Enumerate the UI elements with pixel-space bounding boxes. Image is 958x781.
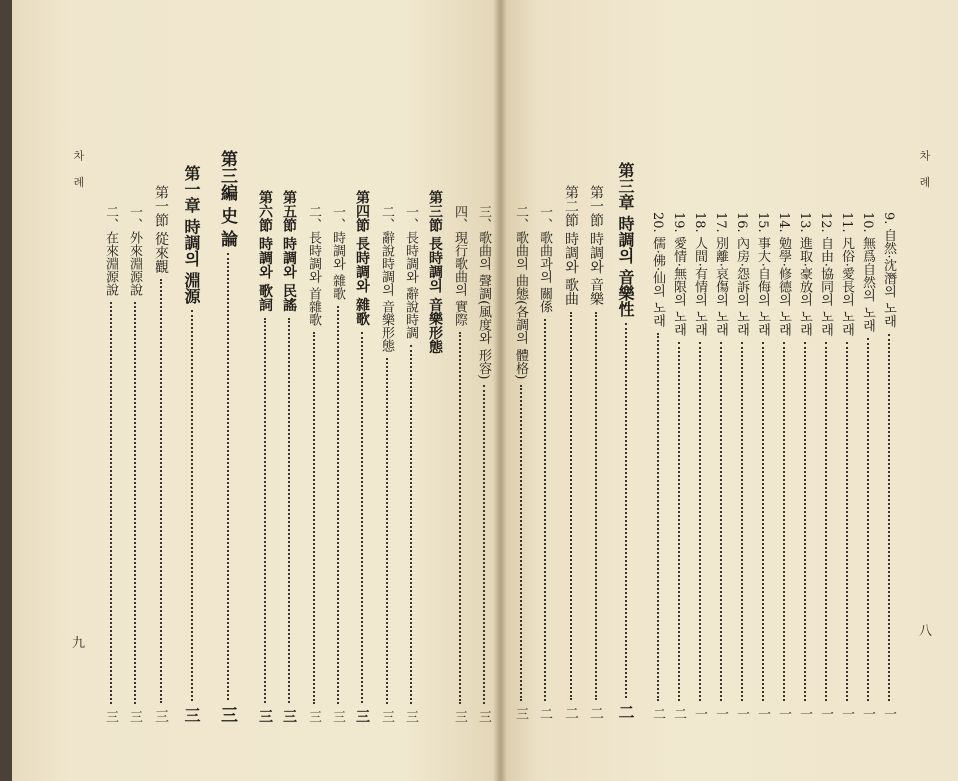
toc-entry: 一、歌曲과의 關係 二 xyxy=(537,205,552,720)
toc-entry: 四、現行歌曲의 實際 三 xyxy=(452,205,467,723)
toc-entry: 二、在來淵源說 三 xyxy=(103,205,118,723)
toc-entry: 三、歌曲의 聲調(風度와 形容) 三 xyxy=(476,205,491,723)
left-page-number: 九 xyxy=(72,636,86,651)
toc-section-heading: 第五節 時調와 民謠 三 xyxy=(281,190,297,723)
toc-section-heading: 第三節 長時調의 音樂形態 xyxy=(427,190,443,354)
toc-section-heading: 第六節 時調와 歌詞 三 xyxy=(257,190,273,723)
toc-entry: 二、長時調와 首雜歌 三 xyxy=(306,205,321,723)
toc-entry: 9. 自然·沈潛의 노래 一 xyxy=(881,212,896,720)
toc-entry: 13. 進取·豪放의 노래 一 xyxy=(797,212,812,720)
right-page xyxy=(501,0,958,781)
toc-entry: 16. 內房·怨訴의 노래 一 xyxy=(734,212,749,720)
toc-entry: 17. 別離·哀傷의 노래 一 xyxy=(713,212,728,720)
toc-section-heading: 第一節 從來觀 三 xyxy=(153,185,169,723)
toc-entry: 一、長時調와 辭說時調 三 xyxy=(403,205,418,723)
toc-entry: 20. 儒·佛·仙의 노래 二 xyxy=(650,212,665,720)
right-page-number: 八 xyxy=(919,624,933,639)
right-running-head: 차 례 xyxy=(918,150,931,194)
toc-entry: 10. 無爲自然의 노래 一 xyxy=(860,212,875,720)
toc-section-heading: 第一節 時調와 音樂 二 xyxy=(588,185,604,720)
toc-chapter-heading: 第三章 時調의 音樂性 二 xyxy=(616,162,635,720)
toc-entry: 一、外來淵源說 三 xyxy=(127,205,142,723)
toc-entry: 二、辭說時調의 音樂形態 三 xyxy=(379,205,394,723)
left-page xyxy=(12,0,501,781)
book-gutter xyxy=(493,0,507,781)
toc-section-heading: 第四節 長時調와 雜歌 三 xyxy=(354,190,370,723)
toc-entry: 11. 凡俗·愛長의 노래 一 xyxy=(839,212,854,720)
toc-section-heading: 第二節 時調와 歌曲 二 xyxy=(563,185,579,720)
left-running-head: 차 례 xyxy=(72,150,85,194)
toc-part-heading: 第三編 史 論 三 xyxy=(217,150,237,723)
toc-entry: 18. 人間·有情의 노래 一 xyxy=(692,212,707,720)
toc-chapter-heading: 第一章 時調의 淵源 三 xyxy=(182,165,201,723)
toc-entry: 一、時調와 雜歌 三 xyxy=(330,205,345,723)
toc-entry: 15. 事大·自侮의 노래 一 xyxy=(755,212,770,720)
toc-entry: 14. 勉學·修德의 노래 一 xyxy=(776,212,791,720)
toc-entry: 12. 自由·協同의 노래 一 xyxy=(818,212,833,720)
toc-entry: 19. 愛情·無限의 노래 二 xyxy=(671,212,686,720)
toc-entry: 二、歌曲의 曲態(各調의 體格) 三 xyxy=(513,205,528,720)
